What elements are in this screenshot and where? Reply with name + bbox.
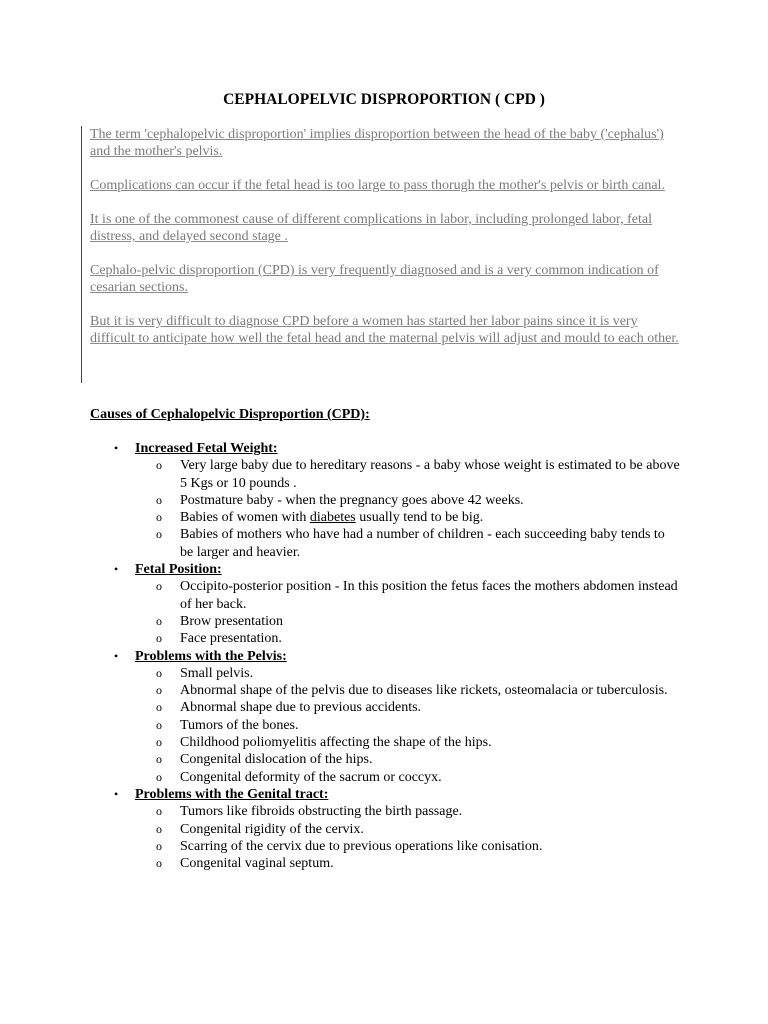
causes-list-container — [90, 440, 680, 872]
cause-item-text: Tumors of the bones. — [180, 717, 299, 733]
cause-item — [135, 457, 680, 492]
circle-bullet-icon: o — [156, 492, 162, 507]
cause-item-text: usually tend to be big. — [355, 510, 484, 526]
circle-bullet-icon: o — [156, 821, 162, 836]
cause-item — [135, 682, 680, 699]
cause-category-title: Fetal Position: — [135, 562, 222, 578]
cause-category — [90, 786, 680, 872]
cause-item — [135, 734, 680, 751]
diabetes-link[interactable]: diabetes — [309, 510, 356, 526]
bullet-icon: • — [114, 562, 119, 577]
circle-bullet-icon: o — [156, 804, 162, 819]
circle-bullet-icon: o — [156, 856, 162, 871]
cause-item-text: Abnormal shape of the pelvis due to diseases like rickets, osteomalacia or tuberculosis. — [180, 683, 668, 699]
intro-paragraph: But it is very difficult to diagnose CPD before a women has started her labor pains since it is very difficult to anticipate how well the fetal head and the maternal pelvis will adjust and mould to each other. — [90, 314, 679, 346]
circle-bullet-icon: o — [156, 838, 162, 853]
cause-item — [135, 613, 680, 630]
cause-item — [135, 821, 680, 838]
bullet-icon: • — [114, 786, 119, 801]
circle-bullet-icon: o — [156, 579, 162, 594]
causes-list — [90, 440, 680, 872]
cause-item-text: Babies of mothers who have had a number of children - each succeeding baby tends to be larger and heavier. — [180, 527, 665, 560]
cause-category — [90, 561, 680, 647]
circle-bullet-icon: o — [156, 700, 162, 715]
cause-item-text: Abnormal shape due to previous accidents. — [180, 700, 422, 716]
cause-item — [135, 509, 680, 526]
cause-item-text: Brow presentation — [180, 613, 284, 629]
circle-bullet-icon: o — [156, 631, 162, 646]
cause-item-text: Congenital dislocation of the hips. — [180, 752, 373, 768]
cause-item-text: Babies of women with — [180, 510, 310, 526]
revision-change-bar — [81, 126, 82, 383]
cause-item — [135, 803, 680, 820]
cause-item — [135, 630, 680, 647]
cause-item-text: Childhood poliomyelitis affecting the shape of the hips. — [180, 735, 492, 751]
cause-item-text: Very large baby due to hereditary reasons - a baby whose weight is estimated to be above 5 Kgs or 10 pounds . — [180, 458, 680, 491]
circle-bullet-icon: o — [156, 458, 162, 473]
cause-category — [90, 440, 680, 561]
cause-item — [135, 769, 680, 786]
cause-item — [135, 751, 680, 768]
circle-bullet-icon: o — [156, 665, 162, 680]
cause-item — [135, 838, 680, 855]
circle-bullet-icon: o — [156, 510, 162, 525]
cause-item — [135, 717, 680, 734]
bullet-icon: • — [114, 648, 119, 663]
cause-item-text: Face presentation. — [180, 631, 282, 647]
circle-bullet-icon: o — [156, 717, 162, 732]
tracked-changes-section — [90, 126, 680, 364]
cause-item-text: Congenital rigidity of the cervix. — [180, 821, 364, 837]
cause-items — [135, 578, 680, 647]
cause-item-text: Postmature baby - when the pregnancy goes above 42 weeks. — [180, 492, 524, 508]
intro-paragraph: It is one of the commonest cause of different complications in labor, including prolonged labor, fetal distress, and delayed second stage . — [90, 212, 652, 244]
intro-paragraph: Complications can occur if the fetal head is too large to pass thorugh the mother's pelvis or birth canal. — [90, 178, 665, 193]
cause-category — [90, 648, 680, 786]
cause-item — [135, 699, 680, 716]
cause-item — [135, 665, 680, 682]
document-title: CEPHALOPELVIC DISPROPORTION ( CPD ) — [223, 91, 545, 108]
intro-paragraph: Cephalo-pelvic disproportion (CPD) is very frequently diagnosed and is a very common indication of cesarian sections. — [90, 263, 659, 295]
circle-bullet-icon: o — [156, 735, 162, 750]
cause-item-text: Tumors like fibroids obstructing the birth passage. — [180, 804, 463, 820]
cause-item — [135, 492, 680, 509]
cause-item-text: Occipito-posterior position - In this position the fetus faces the mothers abdomen instead of her back. — [180, 579, 678, 612]
cause-category-title: Problems with the Genital tract: — [135, 786, 329, 802]
cause-items — [135, 457, 680, 561]
cause-item — [135, 526, 680, 561]
cause-item-text: Small pelvis. — [180, 665, 254, 681]
circle-bullet-icon: o — [156, 752, 162, 767]
circle-bullet-icon: o — [156, 527, 162, 542]
causes-heading: Causes of Cephalopelvic Disproportion (CPD): — [90, 407, 370, 422]
cause-items — [135, 665, 680, 786]
intro-paragraph: The term 'cephalopelvic disproportion' implies disproportion between the head of the baby ('cephalus') and the mother's pelvis. — [90, 127, 664, 159]
cause-item — [135, 855, 680, 872]
circle-bullet-icon: o — [156, 683, 162, 698]
cause-item-text: Congenital deformity of the sacrum or coccyx. — [180, 769, 442, 785]
cause-item — [135, 578, 680, 613]
circle-bullet-icon: o — [156, 613, 162, 628]
cause-item-text: Scarring of the cervix due to previous operations like conisation. — [180, 838, 543, 854]
circle-bullet-icon: o — [156, 769, 162, 784]
cause-category-title: Problems with the Pelvis: — [135, 648, 287, 664]
cause-item-text: Congenital vaginal septum. — [180, 856, 334, 872]
cause-category-title: Increased Fetal Weight: — [135, 441, 278, 456]
bullet-icon: • — [114, 441, 119, 455]
cause-items — [135, 803, 680, 872]
